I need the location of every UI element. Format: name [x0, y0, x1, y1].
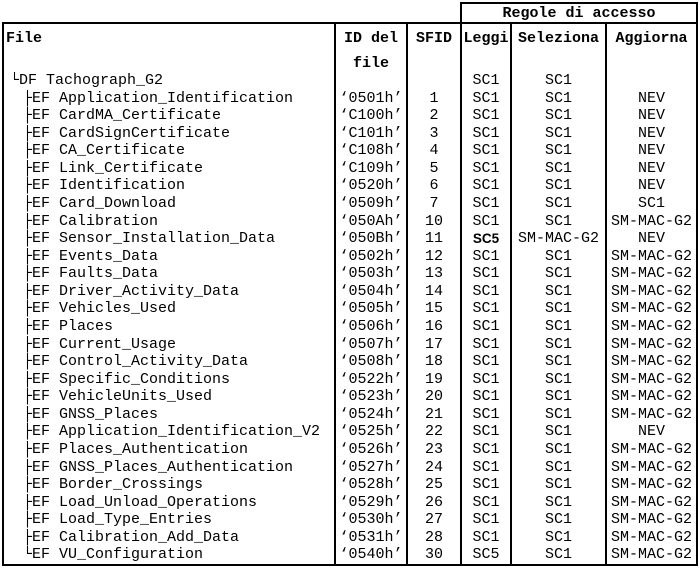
file-cell: ├EF Load_Type_Entries — [23, 511, 213, 529]
file-id-cell — [334, 72, 406, 90]
read-cell: SC1 — [460, 529, 510, 547]
sfid-cell: 16 — [406, 318, 460, 336]
sfid-cell: 2 — [406, 107, 460, 125]
select-cell: SC1 — [510, 213, 605, 231]
col-header-read: Leggi — [460, 24, 510, 72]
sfid-cell: 10 — [406, 213, 460, 231]
select-cell: SC1 — [510, 529, 605, 547]
file-cell: └DF Tachograph_G2 — [10, 72, 164, 90]
file-id-cell: ‘0508h’ — [334, 353, 406, 371]
file-cell: ├EF Faults_Data — [23, 265, 159, 283]
select-cell: SC1 — [510, 283, 605, 301]
update-cell: NEV — [605, 142, 696, 160]
file-id-cell: ‘0526h’ — [334, 441, 406, 459]
sfid-cell: 22 — [406, 423, 460, 441]
file-cell: ├EF Calibration — [23, 212, 159, 230]
update-cell: SM-MAC-G2 — [605, 511, 696, 529]
read-cell: SC1 — [460, 388, 510, 406]
read-cell: SC1 — [460, 90, 510, 108]
file-id-cell: ‘0525h’ — [334, 423, 406, 441]
update-cell: SM-MAC-G2 — [605, 441, 696, 459]
file-id-cell: ‘050Ah’ — [334, 213, 406, 231]
update-cell: NEV — [605, 230, 696, 248]
select-cell: SC1 — [510, 494, 605, 512]
file-id-cell: ‘0530h’ — [334, 511, 406, 529]
select-cell: SC1 — [510, 107, 605, 125]
select-cell: SC1 — [510, 90, 605, 108]
file-id-cell: ‘0527h’ — [334, 459, 406, 477]
access-rules-title: Regole di accesso — [502, 4, 656, 22]
sfid-cell: 27 — [406, 511, 460, 529]
select-cell: SC1 — [510, 371, 605, 389]
file-cell: ├EF Link_Certificate — [23, 159, 204, 177]
access-rules-table — [2, 22, 698, 566]
read-cell: SC1 — [460, 195, 510, 213]
read-cell: SC1 — [460, 283, 510, 301]
sfid-cell: 12 — [406, 248, 460, 266]
read-cell: SC1 — [460, 107, 510, 125]
update-cell: SM-MAC-G2 — [605, 265, 696, 283]
file-cell: ├EF Control_Activity_Data — [23, 353, 249, 371]
file-id-cell: ‘0503h’ — [334, 265, 406, 283]
select-cell: SC1 — [510, 459, 605, 477]
select-cell: SC1 — [510, 265, 605, 283]
update-cell: SM-MAC-G2 — [605, 283, 696, 301]
sfid-cell: 7 — [406, 195, 460, 213]
file-cell: ├EF Calibration_Add_Data — [23, 528, 240, 546]
file-id-cell: ‘C108h’ — [334, 142, 406, 160]
file-cell: ├EF Application_Identification_V2 — [23, 423, 321, 441]
select-cell: SM-MAC-G2 — [510, 230, 605, 248]
select-cell: SC1 — [510, 441, 605, 459]
select-cell: SC1 — [510, 546, 605, 564]
sfid-cell: 20 — [406, 388, 460, 406]
update-cell: NEV — [605, 90, 696, 108]
update-cell: SM-MAC-G2 — [605, 546, 696, 564]
read-cell: SC1 — [460, 213, 510, 231]
file-cell: ├EF CardMA_Certificate — [23, 107, 222, 125]
select-cell: SC1 — [510, 195, 605, 213]
read-cell: SC5 — [460, 230, 510, 248]
read-cell: SC1 — [460, 441, 510, 459]
sfid-cell: 4 — [406, 142, 460, 160]
file-cell: ├EF Places — [23, 318, 114, 336]
file-cell: ├EF Border_Crossings — [23, 476, 204, 494]
sfid-cell: 15 — [406, 300, 460, 318]
select-cell: SC1 — [510, 177, 605, 195]
update-cell: SM-MAC-G2 — [605, 213, 696, 231]
file-id-cell: ‘0507h’ — [334, 336, 406, 354]
file-id-cell: ‘0528h’ — [334, 476, 406, 494]
update-cell: SM-MAC-G2 — [605, 388, 696, 406]
update-cell: SC1 — [605, 195, 696, 213]
sfid-cell: 18 — [406, 353, 460, 371]
read-cell: SC1 — [460, 300, 510, 318]
file-cell: ├EF Current_Usage — [23, 335, 177, 353]
sfid-cell: 14 — [406, 283, 460, 301]
sfid-cell: 11 — [406, 230, 460, 248]
file-cell: ├EF Vehicles_Used — [23, 300, 177, 318]
update-cell: SM-MAC-G2 — [605, 406, 696, 424]
select-cell: SC1 — [510, 160, 605, 178]
read-cell: SC1 — [460, 371, 510, 389]
select-cell: SC1 — [510, 125, 605, 143]
select-cell: SC1 — [510, 388, 605, 406]
read-cell: SC1 — [460, 265, 510, 283]
update-cell: NEV — [605, 107, 696, 125]
file-id-cell: ‘050Bh’ — [334, 230, 406, 248]
read-cell: SC1 — [460, 125, 510, 143]
sfid-cell: 6 — [406, 177, 460, 195]
update-cell: NEV — [605, 125, 696, 143]
update-cell: SM-MAC-G2 — [605, 300, 696, 318]
file-cell: ├EF Application_Identification — [23, 89, 294, 107]
file-id-cell: ‘0531h’ — [334, 529, 406, 547]
read-cell: SC1 — [460, 511, 510, 529]
sfid-cell: 26 — [406, 494, 460, 512]
select-cell: SC1 — [510, 300, 605, 318]
file-cell: ├EF GNSS_Places — [23, 405, 159, 423]
update-cell: SM-MAC-G2 — [605, 248, 696, 266]
sfid-cell: 30 — [406, 546, 460, 564]
file-id-cell: ‘0524h’ — [334, 406, 406, 424]
sfid-cell: 5 — [406, 160, 460, 178]
file-cell: ├EF CA_Certificate — [23, 142, 186, 160]
file-id-cell: ‘0504h’ — [334, 283, 406, 301]
sfid-cell — [406, 72, 460, 90]
update-cell: NEV — [605, 423, 696, 441]
select-cell: SC1 — [510, 336, 605, 354]
col-header-sfid: SFID — [406, 24, 460, 72]
read-cell: SC1 — [460, 160, 510, 178]
file-cell: └EF VU_Configuration — [23, 546, 204, 564]
select-cell: SC1 — [510, 72, 605, 90]
file-id-cell: ‘0502h’ — [334, 248, 406, 266]
read-cell: SC1 — [460, 476, 510, 494]
read-cell: SC1 — [460, 494, 510, 512]
select-cell: SC1 — [510, 511, 605, 529]
file-id-cell: ‘0501h’ — [334, 90, 406, 108]
col-header-file: File — [6, 30, 43, 47]
update-cell: SM-MAC-G2 — [605, 476, 696, 494]
sfid-cell: 21 — [406, 406, 460, 424]
col-header-update: Aggiorna — [605, 24, 696, 72]
select-cell: SC1 — [510, 353, 605, 371]
col-header-select: Seleziona — [510, 24, 605, 72]
update-cell: SM-MAC-G2 — [605, 336, 696, 354]
file-id-cell: ‘C100h’ — [334, 107, 406, 125]
file-cell: ├EF Places_Authentication — [23, 441, 249, 459]
read-cell: SC1 — [460, 406, 510, 424]
sfid-cell: 28 — [406, 529, 460, 547]
select-cell: SC1 — [510, 423, 605, 441]
sfid-cell: 24 — [406, 459, 460, 477]
file-cell: ├EF Events_Data — [23, 247, 159, 265]
file-id-cell: ‘C101h’ — [334, 125, 406, 143]
read-cell: SC5 — [460, 546, 510, 564]
read-cell: SC1 — [460, 459, 510, 477]
file-cell: ├EF Driver_Activity_Data — [23, 282, 240, 300]
sfid-cell: 3 — [406, 125, 460, 143]
file-cell: ├EF Specific_Conditions — [23, 370, 231, 388]
file-cell: ├EF Load_Unload_Operations — [23, 493, 258, 511]
read-cell: SC1 — [460, 336, 510, 354]
select-cell: SC1 — [510, 318, 605, 336]
file-id-cell: ‘0529h’ — [334, 494, 406, 512]
sfid-cell: 23 — [406, 441, 460, 459]
select-cell: SC1 — [510, 406, 605, 424]
read-cell: SC1 — [460, 353, 510, 371]
read-cell: SC1 — [460, 142, 510, 160]
sfid-cell: 13 — [406, 265, 460, 283]
sfid-cell: 19 — [406, 371, 460, 389]
file-cell: ├EF Sensor_Installation_Data — [23, 230, 276, 248]
sfid-cell: 25 — [406, 476, 460, 494]
file-id-cell: ‘0520h’ — [334, 177, 406, 195]
file-id-cell: ‘0505h’ — [334, 300, 406, 318]
file-cell: ├EF VehicleUnits_Used — [23, 388, 213, 406]
read-cell: SC1 — [460, 248, 510, 266]
update-cell: SM-MAC-G2 — [605, 318, 696, 336]
update-cell: NEV — [605, 177, 696, 195]
update-cell — [605, 72, 696, 90]
file-id-cell: ‘0523h’ — [334, 388, 406, 406]
file-cell: ├EF Identification — [23, 177, 186, 195]
read-cell: SC1 — [460, 177, 510, 195]
file-id-cell: ‘0522h’ — [334, 371, 406, 389]
file-cell: ├EF Card_Download — [23, 195, 177, 213]
read-cell: SC1 — [460, 423, 510, 441]
select-cell: SC1 — [510, 142, 605, 160]
file-cell: ├EF GNSS_Places_Authentication — [23, 458, 294, 476]
read-cell: SC1 — [460, 318, 510, 336]
file-id-cell: ‘0540h’ — [334, 546, 406, 564]
update-cell: SM-MAC-G2 — [605, 494, 696, 512]
file-cell: ├EF CardSignCertificate — [23, 124, 231, 142]
update-cell: SM-MAC-G2 — [605, 459, 696, 477]
select-cell: SC1 — [510, 476, 605, 494]
select-cell: SC1 — [510, 248, 605, 266]
update-cell: SM-MAC-G2 — [605, 353, 696, 371]
col-header-file-id: ID del file — [334, 24, 406, 72]
sfid-cell: 17 — [406, 336, 460, 354]
update-cell: NEV — [605, 160, 696, 178]
update-cell: SM-MAC-G2 — [605, 529, 696, 547]
update-cell: SM-MAC-G2 — [605, 371, 696, 389]
file-id-cell: ‘0506h’ — [334, 318, 406, 336]
file-id-cell: ‘0509h’ — [334, 195, 406, 213]
sfid-cell: 1 — [406, 90, 460, 108]
access-rules-group-header — [460, 2, 698, 22]
file-id-cell: ‘C109h’ — [334, 160, 406, 178]
read-cell: SC1 — [460, 72, 510, 90]
